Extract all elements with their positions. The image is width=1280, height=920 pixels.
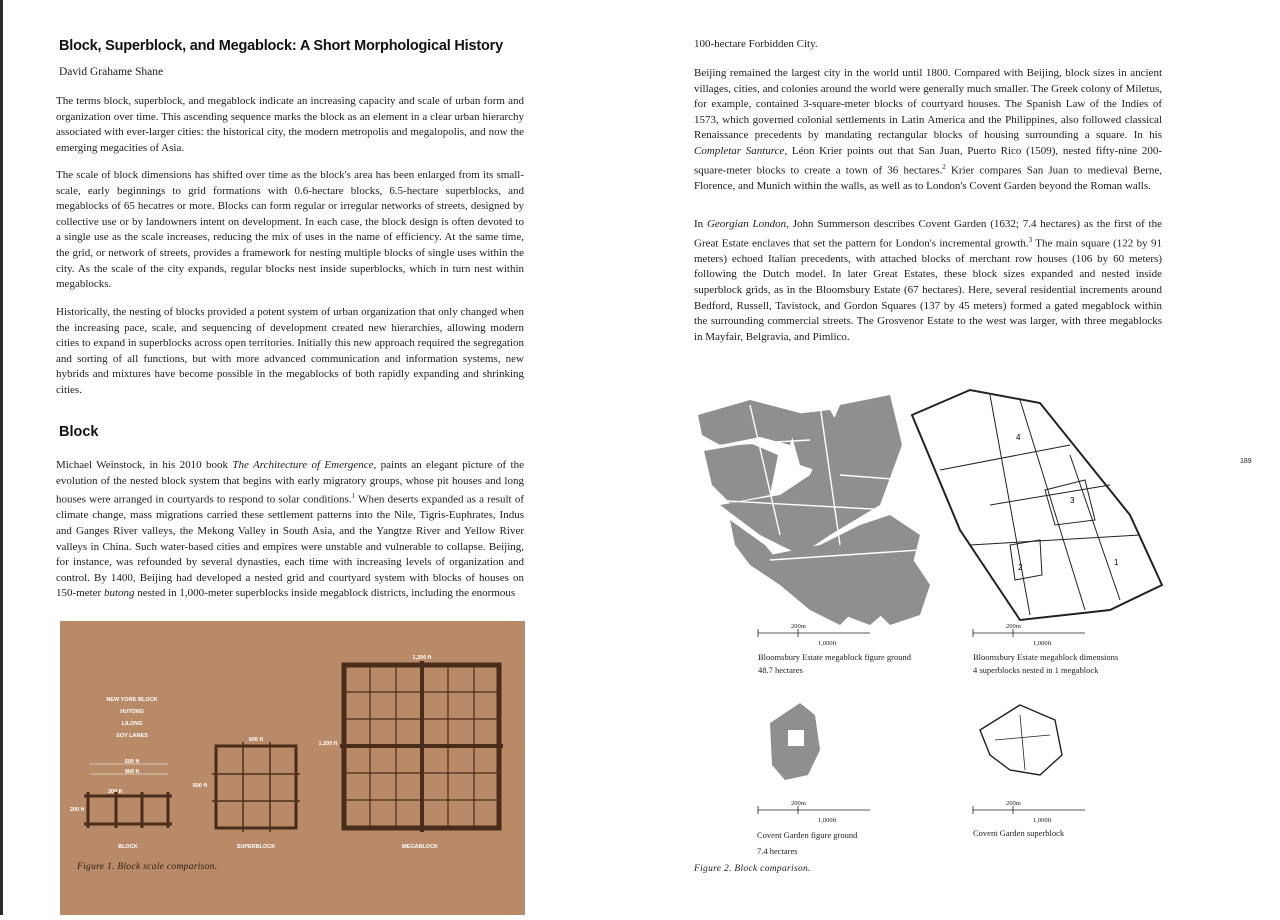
megablock-side-dim: 1,200 ft [318, 741, 338, 747]
label-megablock: MEGABLOCK [401, 844, 439, 850]
dim-900ft: 900 ft [124, 769, 140, 775]
legend-soy-lanes: SOY LANES [116, 733, 148, 739]
figure-2-caption: Figure 2. Block comparison. [694, 864, 811, 874]
megablock-number-2: 2 [1018, 563, 1023, 572]
megablock-top-dim: 1,200 ft [412, 655, 432, 661]
superblock-grid [212, 742, 300, 832]
covent-garden-superblock-plan [980, 705, 1062, 775]
superblock-side-dim: 600 ft [192, 783, 208, 789]
caption-bloomsbury-figure-ground: Bloomsbury Estate megablock figure ground 48.7 hectares [758, 652, 911, 675]
megablock-number-1: 1 [1114, 558, 1119, 567]
dim-200ft-side: 200 ft [70, 807, 85, 813]
scale-label-m-a: 200m [791, 623, 806, 630]
scale-label-m-c: 200m [791, 800, 806, 807]
article-title: Block, Superblock, and Megablock: A Short Morphological History [59, 38, 503, 54]
bloomsbury-megablock-plan [912, 390, 1162, 620]
block-grid [84, 792, 172, 828]
megablock-grid [340, 661, 503, 832]
legend-hutong: HUTONG [120, 709, 144, 715]
book-title: The Architecture of Emergence [232, 459, 374, 471]
legend-new-york: NEW YORK BLOCK [106, 697, 158, 703]
scale-label-m-b: 200m [1006, 623, 1021, 630]
book-completar-santurce: Completar Santurce [694, 144, 785, 157]
superblock-top-dim: 600 ft [248, 737, 264, 743]
left-page [0, 0, 640, 915]
scale-label-ft-d: 1,000ft [1033, 817, 1052, 824]
label-block: BLOCK [118, 844, 138, 850]
megablock-number-3: 3 [1070, 496, 1075, 505]
author-name: David Grahame Shane [59, 66, 164, 78]
right-paragraph-0: 100-hectare Forbidden City. [694, 38, 818, 50]
right-paragraph-1: Beijing remained the largest city in the world until 1800. Compared with Beijing, block sizes in ancient villages, cities, and colonies around the world were generally much smaller. The Greek colony of Miletus, for example, contained 3-square-meter blocks of courtyard houses. The Spanish Law of the Indies of 1573, which governed colonial settlements in Latin America and the Philippines, also followed classical Renaissance precedents by mandating rectangular blocks of housing surrounding a square. In his Completar Santurce, Léon Krier points out that San Juan, Puerto Rico (1509), nested fifty-nine 200-square-meter blocks to create a town of 36 hectares.$^2$ Krier compares San Juan to medieval Berne, Florence, and Munich within the walls, as well as to London's Covent Garden beyond the Roman walls. [694, 67, 1163, 192]
book-georgian-london: Georgian London [706, 218, 787, 230]
bloomsbury-figure-ground [698, 395, 930, 625]
figure-2-maps [690, 385, 1170, 855]
covent-garden-square [788, 730, 804, 746]
footnote-ref: 1 [351, 492, 356, 501]
scale-label-ft-a: 1,000ft [818, 640, 837, 647]
paragraph-1: The terms block, superblock, and megablock indicate an increasing capacity and scale of urban form and organization over time. This ascending sequence marks the block as an element in a clear urban hierarchy associated with ever-larger cities: the historical city, the modern metropolis and megalopolis, and now the emerging megacities of Asia. [56, 95, 524, 154]
caption-bloomsbury-dimensions: Bloomsbury Estate megablock dimensions 4 superblocks nested in 1 megablock [973, 652, 1119, 675]
dim-600ft: 600 ft [124, 759, 140, 765]
scale-label-ft-b: 1,000ft [1033, 640, 1052, 647]
caption-covent-garden-superblock: Covent Garden superblock [973, 828, 1065, 838]
paragraph-4: Michael Weinstock, in his 2010 book The Architecture of Emergence, paints an elegant picture of the evolution of the nested block system that begins with early migratory groups, whose pit houses and long houses were arranged in courtyards to respond to solar conditions.$^1$ When deserts expanded as a result of climate change, mass migrations carried these settlement patterns into the Nile, Tigris-Euphrates, Indus and Ganges River valleys, the Mekong Valley in South Asia, and the Yangtze River and Yellow River valleys in China. Such water-based cities and empires were unstable and vulnerable to collapse. Beijing, for instance, was refounded by several dynasties, each time with increasing levels of organization and control. By 1400, Beijing had developed a nested grid and courtyard system with blocks of houses on 150-meter butong nested in 1,000-meter superblocks inside megablock districts, including the enormous [56, 459, 524, 600]
paragraph-2: The scale of block dimensions has shifted over time as the block's area has been enlarged from its small-scale, early beginnings to grid formations with 0.6-hectare blocks, 6.5-hectare superblocks, and megablocks of 65 hecatres or more. Blocks can form regular or irregular networks of streets, designed by collective use or by landowners intent on development. In each case, the block design is often devoted to a single use as the scale increases, reducing the mix of uses in the name of efficiency. At the same time, the grid, or network of streets, provides a framework for nesting multiple blocks of single uses within the city. As the scale of the city expands, regular blocks nest inside superblocks, which in turn nest within megablocks. [56, 169, 524, 291]
caption-covent-garden-figure-ground: Covent Garden figure ground 7.4 hectares [757, 830, 858, 856]
right-paragraph-2: In Georgian London, John Summerson describes Covent Garden (1632; 7.4 hectares) as the first of the Great Estate enclaves that set the pattern for London's incremental growth.$^3$ The main square (122 by 91 meters) echoed Italian precedents, with attached blocks of merchant row houses (106 by 60 meters) following the Dutch model. In later Great Estates, these block sizes expanded and nested inside superblock grids, as in the Bloomsbury Estate (67 hectares). Here, several residential increments around Bedford, Russell, Tavistock, and Gordon Squares (137 by 45 meters) formed a gated megablock within the surrounding commercial streets. The Grosvenor Estate to the west was larger, with three megablocks in Mayfair, Belgravia, and Pimlico. [694, 218, 1162, 343]
paragraph-3: Historically, the nesting of blocks provided a potent system of urban organization that only changed when the increasing pace, scale, and sequencing of development created new hierarchies, allowing modern cities to expand in superblocks across open territories. Initially this new approach required the segregation and sorting of all functions, but with more advanced communication and information systems, new hybrids and mixtures have become possible in the megablocks of both rapidly expanding and shrinking cities. [56, 306, 524, 396]
megablock-number-4: 4 [1016, 433, 1021, 442]
label-superblock: SUPERBLOCK [236, 844, 276, 850]
scale-label-ft-c: 1,000ft [818, 817, 837, 824]
dim-200ft-top: 200 ft [108, 789, 123, 795]
footnote-ref-3: 3 [1028, 235, 1033, 244]
figure-1-caption: Figure 1. Block scale comparison. [77, 862, 218, 872]
butong-term: butong [103, 587, 135, 600]
footnote-ref-2: 2 [942, 162, 946, 171]
section-heading-block: Block [59, 424, 99, 440]
legend-lilong: LILONG [121, 721, 143, 727]
scale-label-m-d: 200m [1006, 800, 1021, 807]
page-number: 189 [1240, 458, 1252, 465]
